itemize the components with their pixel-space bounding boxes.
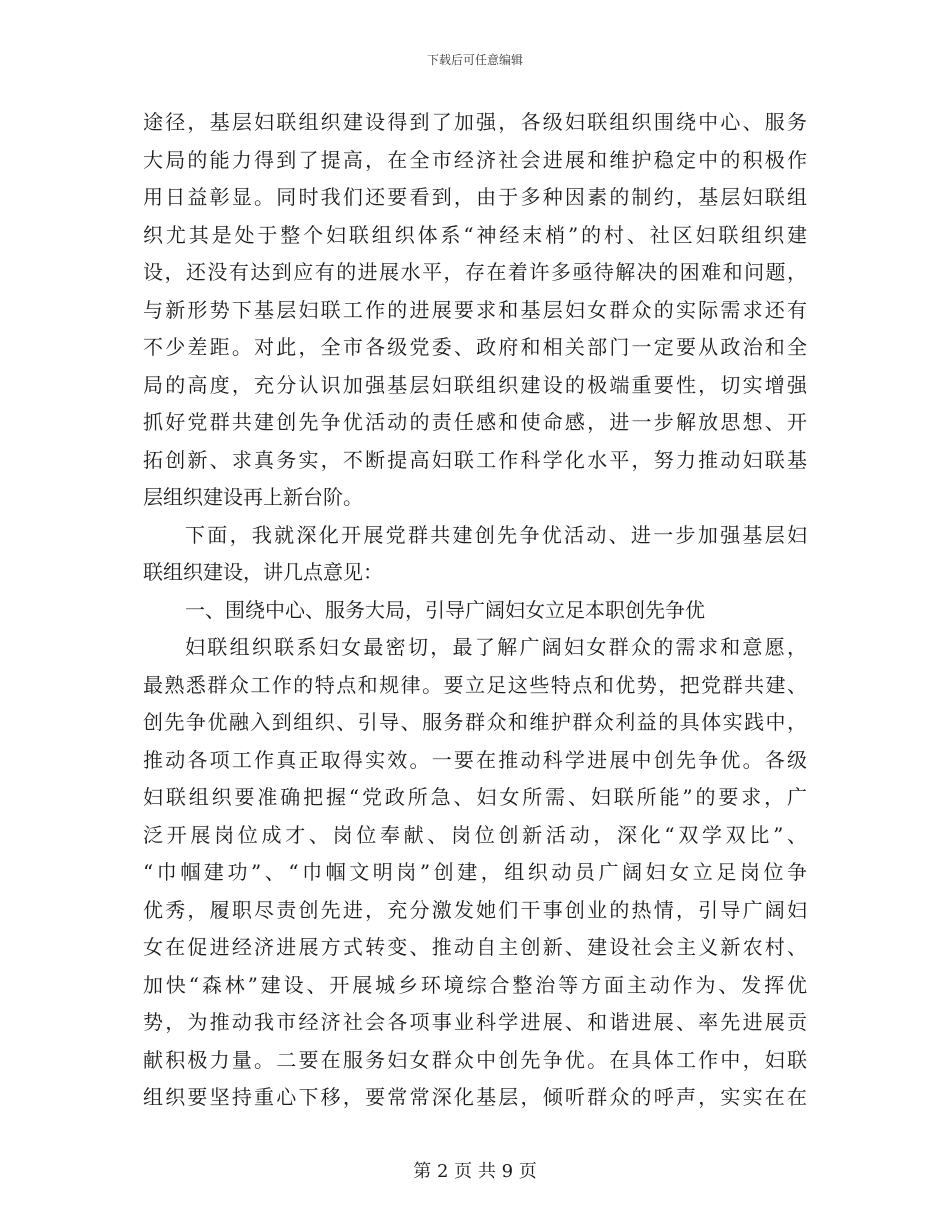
text-line: 与新形势下基层妇联工作的进展要求和基层妇女群众的实际需求还有 <box>143 297 807 322</box>
text-line: 一、围绕中心、服务大局，引导广阔妇女立足本职创先争优 <box>185 597 705 622</box>
text-line: 妇联组织联系妇女最密切，最了解广阔妇女群众的需求和意愿， <box>185 635 807 659</box>
text-line: 联组织建设，讲几点意见： <box>143 560 383 584</box>
text-line: 不少差距。对此，全市各级党委、政府和相关部门一定要从政治和全 <box>143 335 807 359</box>
page-number-footer: 第 2 页 共 9 页 <box>413 1161 537 1182</box>
text-line: 泛开展岗位成才、岗位奉献、岗位创新活动，深化“双学双比”、 <box>143 822 807 847</box>
text-line: 妇联组织要准确把握“党政所急、妇女所需、妇联所能”的要求，广 <box>143 785 807 809</box>
text-line: 组织要坚持重心下移，要常常深化基层，倾听群众的呼声，实实在在 <box>143 1085 807 1109</box>
document-body <box>143 104 807 1117</box>
text-line: 织尤其是处于整个妇联组织体系“神经末梢”的村、社区妇联组织建 <box>143 222 807 247</box>
text-line: 设，还没有达到应有的进展水平，存在着许多亟待解决的困难和问题， <box>143 260 807 284</box>
text-line: “巾帼建功”、“巾帼文明岗”创建，组织动员广阔妇女立足岗位争 <box>143 860 807 884</box>
text-line: 创先争优融入到组织、引导、服务群众和维护群众利益的具体实践中， <box>143 710 807 734</box>
text-line: 优秀，履职尽责创先进，充分激发她们干事创业的热情，引导广阔妇 <box>143 897 807 922</box>
text-line: 献积极力量。二要在服务妇女群众中创先争优。在具体工作中，妇联 <box>143 1047 807 1072</box>
text-line: 下面，我就深化开展党群共建创先争优活动、进一步加强基层妇 <box>185 522 807 547</box>
text-line: 层组织建设再上新台阶。 <box>143 485 363 509</box>
text-line: 大局的能力得到了提高，在全市经济社会进展和维护稳定中的积极作 <box>143 147 807 172</box>
text-line: 势，为推动我市经济社会各项事业科学进展、和谐进展、率先进展贡 <box>143 1010 807 1034</box>
text-line: 用日益彰显。同时我们还要看到，由于多种因素的制约，基层妇联组 <box>143 185 807 209</box>
text-line: 途径，基层妇联组织建设得到了加强，各级妇联组织围绕中心、服务 <box>143 110 807 134</box>
text-line: 拓创新、求真务实，不断提高妇联工作科学化水平，努力推动妇联基 <box>143 447 807 472</box>
text-line: 推动各项工作真正取得实效。一要在推动科学进展中创先争优。各级 <box>143 747 807 772</box>
text-line: 局的高度，充分认识加强基层妇联组织建设的极端重要性，切实增强 <box>143 372 807 397</box>
text-line: 加快“森林”建设、开展城乡环境综合整治等方面主动作为、发挥优 <box>143 972 807 997</box>
page-header: 下载后可任意编辑 <box>426 53 523 67</box>
text-line: 抓好党群共建创先争优活动的责任感和使命感，进一步解放思想、开 <box>143 410 807 434</box>
text-line: 最熟悉群众工作的特点和规律。要立足这些特点和优势，把党群共建、 <box>143 672 807 697</box>
text-line: 女在促进经济进展方式转变、推动自主创新、建设社会主义新农村、 <box>143 935 807 959</box>
